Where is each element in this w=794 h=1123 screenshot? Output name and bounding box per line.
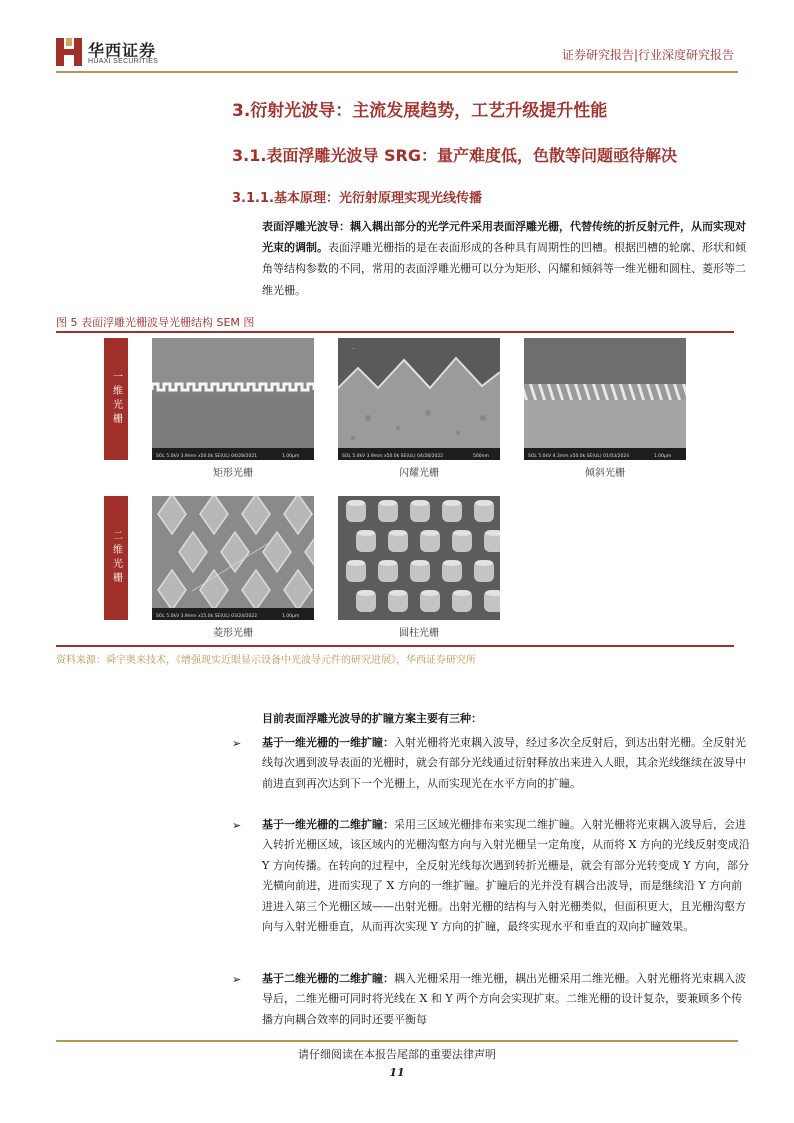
figure-source: 资料来源：舜宇奥来技术，《增强现实近眼显示设备中光波导元件的研究进展》，华西证券研究所 bbox=[56, 655, 476, 666]
caption-diamond: 菱形光栅 bbox=[213, 628, 253, 639]
row-tag-1d: 一维光栅 bbox=[104, 338, 128, 460]
header-divider bbox=[56, 71, 738, 73]
sem-image-slanted bbox=[524, 338, 686, 460]
bullet-item-3 bbox=[262, 969, 750, 1030]
section-heading-3-1-1: 3.1.1.基本原理：光衍射原理实现光线传播 bbox=[232, 191, 482, 206]
logo-text-en: HUAXI SECURITIES bbox=[88, 58, 159, 65]
caption-pillar: 圆柱光栅 bbox=[399, 628, 439, 639]
bullet-3-text: 耦入光栅采用一维光栅，耦出光栅采用二维光栅。入射光栅将光束耦入波导后，二维光栅可同时将光线在 X 和 Y 两个方向会实现扩束。二维光栅的设计复杂，要兼顾多个传播方向耦合效率的同时还要平衡每 bbox=[262, 972, 746, 1026]
figure-title: 图 5 表面浮雕光栅波导光栅结构 SEM 图 bbox=[56, 316, 255, 329]
section-heading-3-1: 3.1.表面浮雕光波导 SRG：量产难度低，色散等问题亟待解决 bbox=[232, 146, 677, 165]
bullet-item-1 bbox=[262, 733, 750, 794]
sem-image-blazed bbox=[338, 338, 500, 460]
bullet-1-text: 入射光栅将光束耦入波导，经过多次全反射后，到达出射光栅。全反射光线每次遇到波导表面的光栅时，就会有部分光线通过衍射释放出来进入人眼，其余光线继续在波导中前进直到再次达到下一个光栅上，从而实现光在水平方向的扩瞳。 bbox=[262, 736, 746, 790]
sem-image-diamond bbox=[152, 496, 314, 620]
sem-label-4: SOL 5.0kV 3.9mm x15.0k SE(UL) 03/24/2022 bbox=[156, 614, 258, 619]
caption-rectangular: 矩形光栅 bbox=[213, 468, 253, 479]
bullet-arrow-icon: ➢ bbox=[232, 819, 242, 832]
page-number: 11 bbox=[389, 1066, 405, 1079]
sem-label-2: SOL 5.0kV 3.9mm x50.0k SE(UL) 04/28/2022 bbox=[342, 454, 444, 459]
sem-label-1: SOL 5.0kV 3.9mm x50.0k SE(UL) 04/28/2021 bbox=[156, 454, 258, 459]
sem-scale-1: 1.00μm bbox=[282, 454, 300, 459]
intro-paragraph-bold: 表面浮雕光波导：耦入耦出部分的光学元件采用表面浮雕光栅，代替传统的折反射元件，从而实现对光束的调制。 bbox=[262, 220, 746, 255]
sem-scale-3: 1.00μm bbox=[654, 454, 672, 459]
sem-scale-2: 500nm bbox=[473, 454, 489, 459]
bullet-item-2 bbox=[262, 815, 750, 937]
bullet-arrow-icon: ➢ bbox=[232, 973, 242, 986]
huaxi-logo-icon bbox=[56, 38, 82, 66]
bullet-arrow-icon: ➢ bbox=[232, 737, 242, 750]
legal-notice: 请仔细阅读在本报告尾部的重要法律声明 bbox=[298, 1048, 496, 1061]
sem-scale-4: 1.00μm bbox=[282, 614, 300, 619]
bullet-2-title: 基于一维光栅的二维扩瞳： bbox=[262, 818, 394, 831]
intro-paragraph-text: 表面浮雕光栅指的是在表面形成的各种具有周期性的凹槽。根据凹槽的轮廓、形状和倾角等结构参数的不同，常用的表面浮雕光栅可以分为矩形、闪耀和倾斜等一维光栅和圆柱、菱形等二维光栅。 bbox=[262, 241, 746, 297]
list-intro: 目前表面浮雕光波导的扩瞳方案主要有三种： bbox=[262, 712, 482, 725]
bullet-1-title: 基于一维光栅的一维扩瞳： bbox=[262, 736, 394, 749]
sem-image-rectangular bbox=[152, 338, 314, 460]
sem-label-3: SOL 5.0kV 4.3mm x50.0k SE(UL) 01/03/2024 bbox=[528, 454, 630, 459]
figure-top-rule bbox=[56, 331, 734, 333]
row-tag-2d: 二维光栅 bbox=[104, 496, 128, 620]
bullet-3-title: 基于二维光栅的二维扩瞳： bbox=[262, 972, 394, 985]
sem-measure-marks-text: ··· bbox=[352, 347, 356, 351]
logo-text-cn: 华西证券 bbox=[88, 41, 157, 60]
section-heading-3: 3.衍射光波导：主流发展趋势，工艺升级提升性能 bbox=[232, 101, 608, 121]
bullet-2-text: 采用三区域光栅排布来实现二维扩瞳。入射光栅将光束耦入波导后，会进入转折光栅区域，该区域内的光栅沟壑方向与入射光栅呈一定角度，从而将 X 方向的光线反射变成沿 Y 方向传播。在转向的过程中，全反射光线每次遇到转折光栅是，就会有部分光转变成 Y 方向，部分光横向前进，进而实现了 X 方向的一维扩瞳。扩瞳后的光并没有耦合出波导，而是继续沿 Y 方向前进进入第三个光栅区域——出射光栅。出射光栅的结构与入射光栅类似，但面积更大，且光栅沟壑方向与入射光栅垂直，从而再次实现 Y 方向的扩瞳，最终实现水平和垂直的双向扩瞳效果。 bbox=[262, 818, 750, 934]
sem-image-pillar bbox=[338, 496, 500, 620]
caption-blazed: 闪耀光栅 bbox=[399, 468, 439, 479]
report-type-label: 证券研究报告|行业深度研究报告 bbox=[561, 48, 734, 62]
intro-paragraph bbox=[262, 216, 746, 301]
footer-divider bbox=[56, 1040, 738, 1042]
figure-bottom-rule bbox=[56, 645, 734, 647]
caption-slanted: 倾斜光栅 bbox=[585, 468, 625, 479]
